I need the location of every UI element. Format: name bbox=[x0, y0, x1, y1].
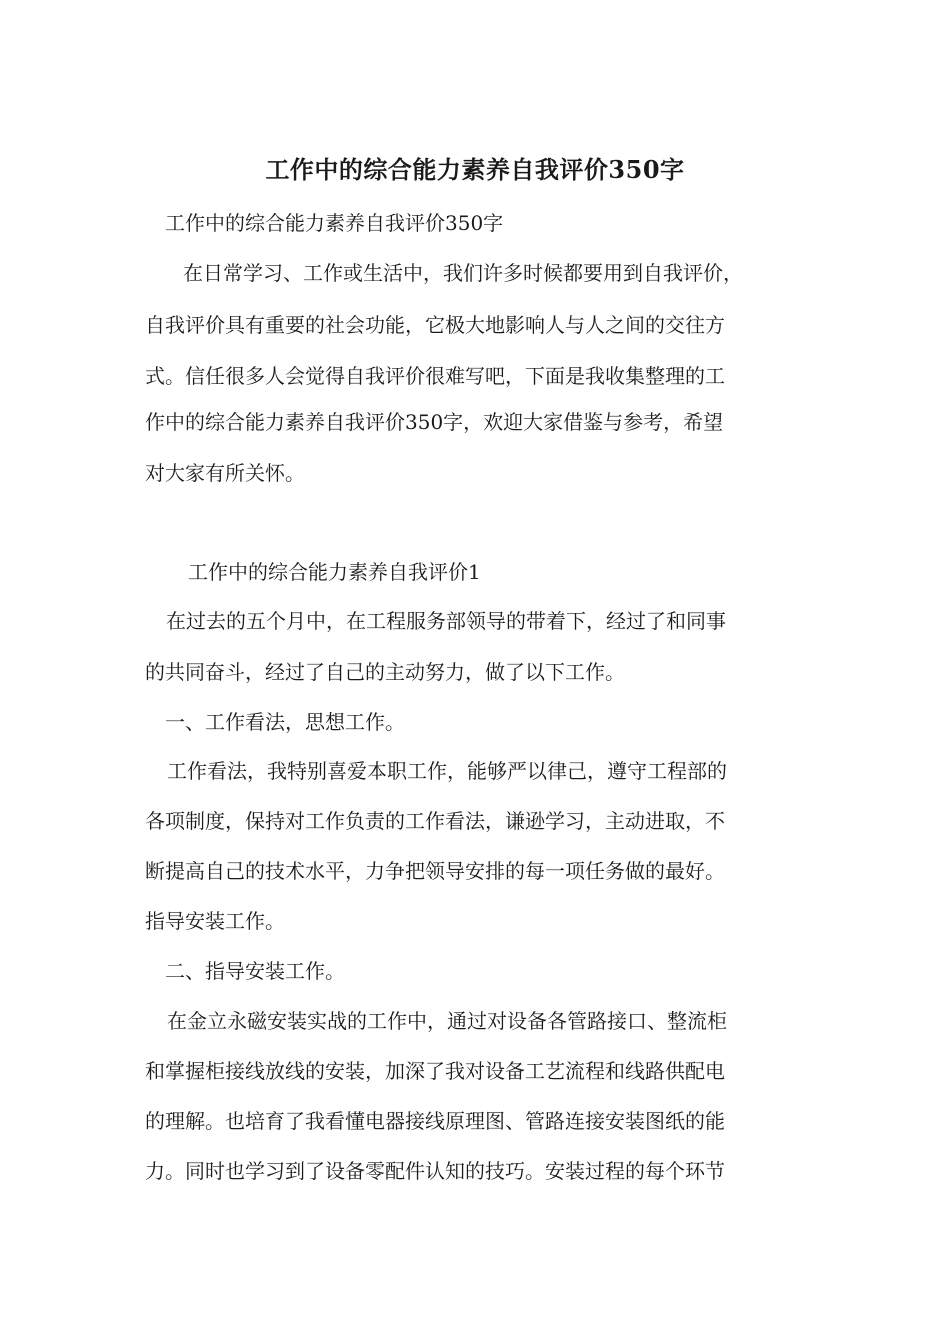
point1-heading: 一、工作看法，思想工作。 bbox=[165, 710, 405, 734]
para2-line-1: 工作看法，我特别喜爱本职工作，能够严以律己，遵守工程部的 bbox=[167, 759, 727, 783]
intro-line-4: 作中的综合能力素养自我评价350字，欢迎大家借鉴与参考，希望 bbox=[145, 410, 724, 434]
para3-line-3: 的理解。也培育了我看懂电器接线原理图、管路连接安装图纸的能 bbox=[145, 1109, 725, 1133]
para3-line-2: 和掌握柜接线放线的安装，加深了我对设备工艺流程和线路供配电 bbox=[145, 1059, 725, 1083]
para3-line-1: 在金立永磁安装实战的工作中，通过对设备各管路接口、整流柜 bbox=[167, 1009, 727, 1033]
intro-line-3: 式。信任很多人会觉得自我评价很难写吧，下面是我收集整理的工 bbox=[145, 364, 725, 388]
para2-line-2: 各项制度，保持对工作负责的工作看法，谦逊学习，主动进取，不 bbox=[145, 809, 725, 833]
para3-line-4: 力。同时也学习到了设备零配件认知的技巧。安装过程的每个环节 bbox=[145, 1159, 725, 1183]
intro-line-2: 自我评价具有重要的社会功能，它极大地影响人与人之间的交往方 bbox=[145, 313, 725, 337]
para1-line-2: 的共同奋斗，经过了自己的主动努力，做了以下工作。 bbox=[145, 660, 625, 684]
para1-line-1: 在过去的五个月中，在工程服务部领导的带着下，经过了和同事 bbox=[166, 609, 726, 633]
intro-line-5: 对大家有所关怀。 bbox=[145, 461, 305, 485]
document-subtitle: 工作中的综合能力素养自我评价350字 bbox=[165, 211, 504, 235]
intro-line-1: 在日常学习、工作或生活中，我们许多时候都要用到自我评价， bbox=[183, 261, 743, 285]
para2-line-4: 指导安装工作。 bbox=[145, 909, 285, 933]
point2-heading: 二、指导安装工作。 bbox=[165, 959, 345, 983]
para2-line-3: 断提高自己的技术水平，力争把领导安排的每一项任务做的最好。 bbox=[145, 859, 725, 883]
section-heading: 工作中的综合能力素养自我评价1 bbox=[188, 560, 481, 584]
document-title: 工作中的综合能力素养自我评价350字 bbox=[265, 155, 685, 184]
